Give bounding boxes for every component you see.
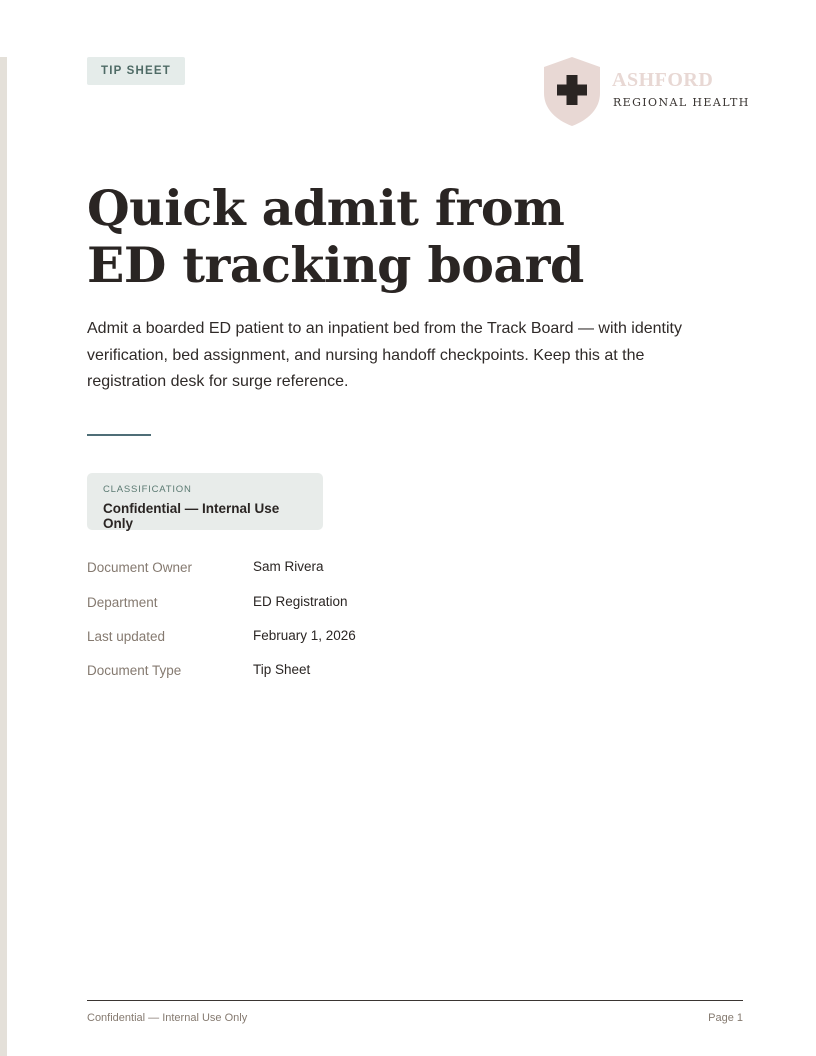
logo-name: ASHFORD: [612, 69, 714, 91]
meta-label: Department: [87, 595, 158, 610]
meta-row-department: [87, 595, 587, 615]
classification-box: [87, 473, 323, 530]
meta-value: Tip Sheet: [253, 662, 311, 677]
classification-value: Confidential — Internal Use Only: [103, 501, 280, 531]
page-number: Page 1: [708, 1012, 743, 1024]
meta-value: February 1, 2026: [253, 628, 356, 643]
logo-subtitle: REGIONAL HEALTH: [613, 96, 750, 109]
meta-value: Sam Rivera: [253, 559, 324, 574]
title-line-1: Quick admit from: [87, 179, 565, 237]
title-line-2: ED tracking board: [87, 236, 584, 294]
footer-classification: Confidential — Internal Use Only: [87, 1012, 248, 1024]
footer-divider: [87, 1000, 743, 1001]
classification-label: CLASSIFICATION: [103, 484, 192, 495]
accent-divider: [87, 434, 151, 436]
meta-value: ED Registration: [253, 594, 348, 609]
meta-label: Document Type: [87, 663, 182, 678]
meta-row-last-updated: [87, 629, 587, 649]
left-margin-bar: [0, 57, 7, 1056]
meta-label: Last updated: [87, 629, 166, 644]
intro-paragraph: Admit a boarded ED patient to an inpatient bed from the Track Board — with identity verification, bed assignment, and nursing handoff checkpoints. Keep this at the registration desk for surge reference.: [87, 320, 682, 390]
page-title: [87, 180, 707, 294]
document-type-tag: TIP SHEET: [87, 57, 185, 85]
meta-label: Document Owner: [87, 560, 193, 575]
meta-row-owner: [87, 560, 587, 580]
organization-logo: [542, 56, 752, 128]
meta-row-document-type: [87, 663, 587, 683]
shield-cross-icon: [542, 56, 602, 128]
